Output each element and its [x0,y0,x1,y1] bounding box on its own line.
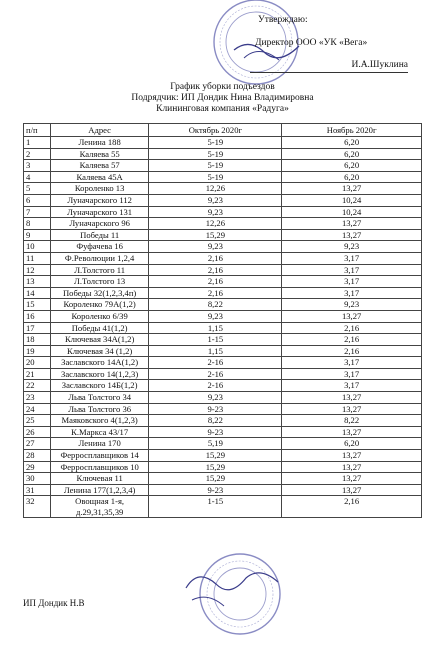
approval-director: Директор ООО «УК «Вега» [255,38,368,48]
table-row [24,322,422,334]
cell-october: 15,29 [149,461,282,473]
table-row [24,334,422,346]
cell-num: 2 [24,148,51,160]
header-address: Адрес [50,124,149,137]
cell-october: 2-16 [149,368,282,380]
cell-address: Л.Толстого 11 [50,264,149,276]
cell-num: 13 [24,276,51,288]
table-row [24,229,422,241]
cell-october: 9,23 [149,206,282,218]
cell-november: 2,16 [282,496,422,518]
table-row [24,194,422,206]
cell-october: 2,16 [149,287,282,299]
cell-address: Ленина 177(1,2,3,4) [50,484,149,496]
table-row [24,148,422,160]
cell-num: 31 [24,484,51,496]
cell-num: 9 [24,229,51,241]
cell-num: 4 [24,171,51,183]
table-row [24,438,422,450]
cell-num: 3 [24,160,51,172]
cell-num: 5 [24,183,51,195]
cell-num: 24 [24,403,51,415]
cell-october: 2-16 [149,380,282,392]
cell-num: 32 [24,496,51,518]
cell-october: 9,23 [149,392,282,404]
cell-num: 10 [24,241,51,253]
cell-address: Заславского 14Б(1,2) [50,380,149,392]
cell-address: Ключевая 11 [50,473,149,485]
cell-num: 25 [24,415,51,427]
cell-num: 18 [24,334,51,346]
cell-address: Луначарского 131 [50,206,149,218]
table-row [24,461,422,473]
cell-address: Победы 41(1,2) [50,322,149,334]
cell-november: 6,20 [282,160,422,172]
cell-num: 19 [24,345,51,357]
cell-address: Ключевая 34А(1,2) [50,334,149,346]
cell-num: 14 [24,287,51,299]
address-line: д.29,31,35,39 [75,506,124,517]
cell-num: 11 [24,252,51,264]
address-line: Овощная 1-я, [75,496,125,507]
table-row [24,496,422,518]
cell-num: 8 [24,218,51,230]
table-row [24,137,422,149]
table-row [24,450,422,462]
cell-november: 3,17 [282,380,422,392]
cell-november: 3,17 [282,287,422,299]
cell-october: 1-15 [149,496,282,518]
cell-address: Ф.Революции 1,2,4 [50,252,149,264]
cell-address: Победы 11 [50,229,149,241]
table-row [24,380,422,392]
table-row [24,403,422,415]
cell-october: 9,23 [149,241,282,253]
cell-november: 9,23 [282,241,422,253]
cell-address: Маяковского 4(1,2,3) [50,415,149,427]
cell-november: 13,27 [282,310,422,322]
cell-november: 2,16 [282,334,422,346]
cell-num: 16 [24,310,51,322]
table-header-row [24,124,422,137]
cell-num: 1 [24,137,51,149]
cell-october: 9-23 [149,403,282,415]
cell-october: 1,15 [149,345,282,357]
table-row [24,252,422,264]
cell-address: Заславского 14(1,2,3) [50,368,149,380]
cell-november: 13,27 [282,229,422,241]
cell-num: 27 [24,438,51,450]
table-row [24,206,422,218]
cell-num: 12 [24,264,51,276]
table-row [24,299,422,311]
footer-signature: ИП Дондик Н.В [23,598,85,608]
cell-october: 5-19 [149,171,282,183]
table-row [24,160,422,172]
table-row [24,426,422,438]
cell-num: 29 [24,461,51,473]
cell-october: 9-23 [149,426,282,438]
cell-num: 17 [24,322,51,334]
cell-october: 15,29 [149,450,282,462]
table-row [24,368,422,380]
cell-address: Ключевая 34 (1,2) [50,345,149,357]
cell-november: 6,20 [282,171,422,183]
cell-address: Ленина 188 [50,137,149,149]
cell-november: 13,27 [282,450,422,462]
cell-november: 13,27 [282,392,422,404]
cell-num: 6 [24,194,51,206]
table-row [24,171,422,183]
cell-november: 10,24 [282,194,422,206]
cell-address: К.Маркса 43/17 [50,426,149,438]
cleaning-schedule-table [23,123,422,518]
cell-address: Л.Толстого 13 [50,276,149,288]
cell-num: 26 [24,426,51,438]
header-october: Октябрь 2020г [149,124,282,137]
cell-october: 12,26 [149,218,282,230]
cell-address: Льва Толстого 36 [50,403,149,415]
cell-november: 3,17 [282,264,422,276]
cell-november: 13,27 [282,484,422,496]
cell-address [50,496,149,518]
cell-october: 15,29 [149,229,282,241]
cell-november: 13,27 [282,461,422,473]
table-row [24,276,422,288]
table-row [24,357,422,369]
cell-address: Короленко 13 [50,183,149,195]
cell-november: 13,27 [282,473,422,485]
cell-october: 5-19 [149,160,282,172]
cell-address: Каляева 55 [50,148,149,160]
document-contractor: Подрядчик: ИП Дондик Нина Владимировна [131,93,314,103]
document-company: Клининговая компания «Радуга» [156,104,289,114]
cell-num: 15 [24,299,51,311]
cell-october: 15,29 [149,473,282,485]
cell-october: 2,16 [149,252,282,264]
cell-october: 2,16 [149,276,282,288]
table-row [24,392,422,404]
cell-num: 30 [24,473,51,485]
cell-november: 8,22 [282,415,422,427]
cell-october: 12,26 [149,183,282,195]
cell-october: 5-19 [149,137,282,149]
cell-october: 9,23 [149,194,282,206]
cell-address: Победы 32(1,2,3,4п) [50,287,149,299]
cell-november: 13,27 [282,183,422,195]
cell-address: Ферросплавщиков 10 [50,461,149,473]
cell-address: Короленко 79А(1,2) [50,299,149,311]
cell-address: Каляева 57 [50,160,149,172]
cell-num: 23 [24,392,51,404]
cell-november: 13,27 [282,218,422,230]
table-row [24,264,422,276]
cell-october: 5,19 [149,438,282,450]
cell-num: 22 [24,380,51,392]
cell-november: 13,27 [282,426,422,438]
cell-november: 2,16 [282,322,422,334]
contractor-seal-bottom [168,548,308,644]
cell-address: Льва Толстого 34 [50,392,149,404]
cell-november: 3,17 [282,357,422,369]
cell-address: Заславского 14А(1,2) [50,357,149,369]
cell-november: 6,20 [282,148,422,160]
header-num: п/п [24,124,51,137]
cell-address: Каляева 45А [50,171,149,183]
cell-october: 1-15 [149,334,282,346]
cell-october: 2,16 [149,264,282,276]
cell-november: 3,17 [282,368,422,380]
table-row [24,415,422,427]
cell-october: 8,22 [149,299,282,311]
cell-october: 9,23 [149,310,282,322]
cell-november: 6,20 [282,137,422,149]
cell-address: Ленина 170 [50,438,149,450]
table-row [24,484,422,496]
approval-caption: Утверждаю: [258,15,308,25]
document-title: График уборки подъездов [170,82,275,92]
table-row [24,218,422,230]
cell-num: 20 [24,357,51,369]
cell-num: 7 [24,206,51,218]
cell-address: Короленко 6/39 [50,310,149,322]
cell-address: Фуфачева 16 [50,241,149,253]
cell-november: 3,17 [282,276,422,288]
cell-november: 13,27 [282,403,422,415]
cell-october: 1,15 [149,322,282,334]
table-row [24,241,422,253]
cell-november: 9,23 [282,299,422,311]
cell-november: 3,17 [282,252,422,264]
cell-october: 2-16 [149,357,282,369]
cell-november: 10,24 [282,206,422,218]
table-row [24,473,422,485]
approval-signature-line: И.А.Шуклина [250,58,408,73]
cell-address: Луначарского 112 [50,194,149,206]
cell-october: 5-19 [149,148,282,160]
cell-october: 8,22 [149,415,282,427]
cell-november: 2,16 [282,345,422,357]
table-row [24,287,422,299]
cell-num: 21 [24,368,51,380]
cell-october: 9-23 [149,484,282,496]
cell-address: Ферросплавщиков 14 [50,450,149,462]
table-row [24,345,422,357]
table-row [24,310,422,322]
cell-address: Луначарского 96 [50,218,149,230]
cell-november: 6,20 [282,438,422,450]
table-row [24,183,422,195]
header-november: Ноябрь 2020г [282,124,422,137]
cell-num: 28 [24,450,51,462]
